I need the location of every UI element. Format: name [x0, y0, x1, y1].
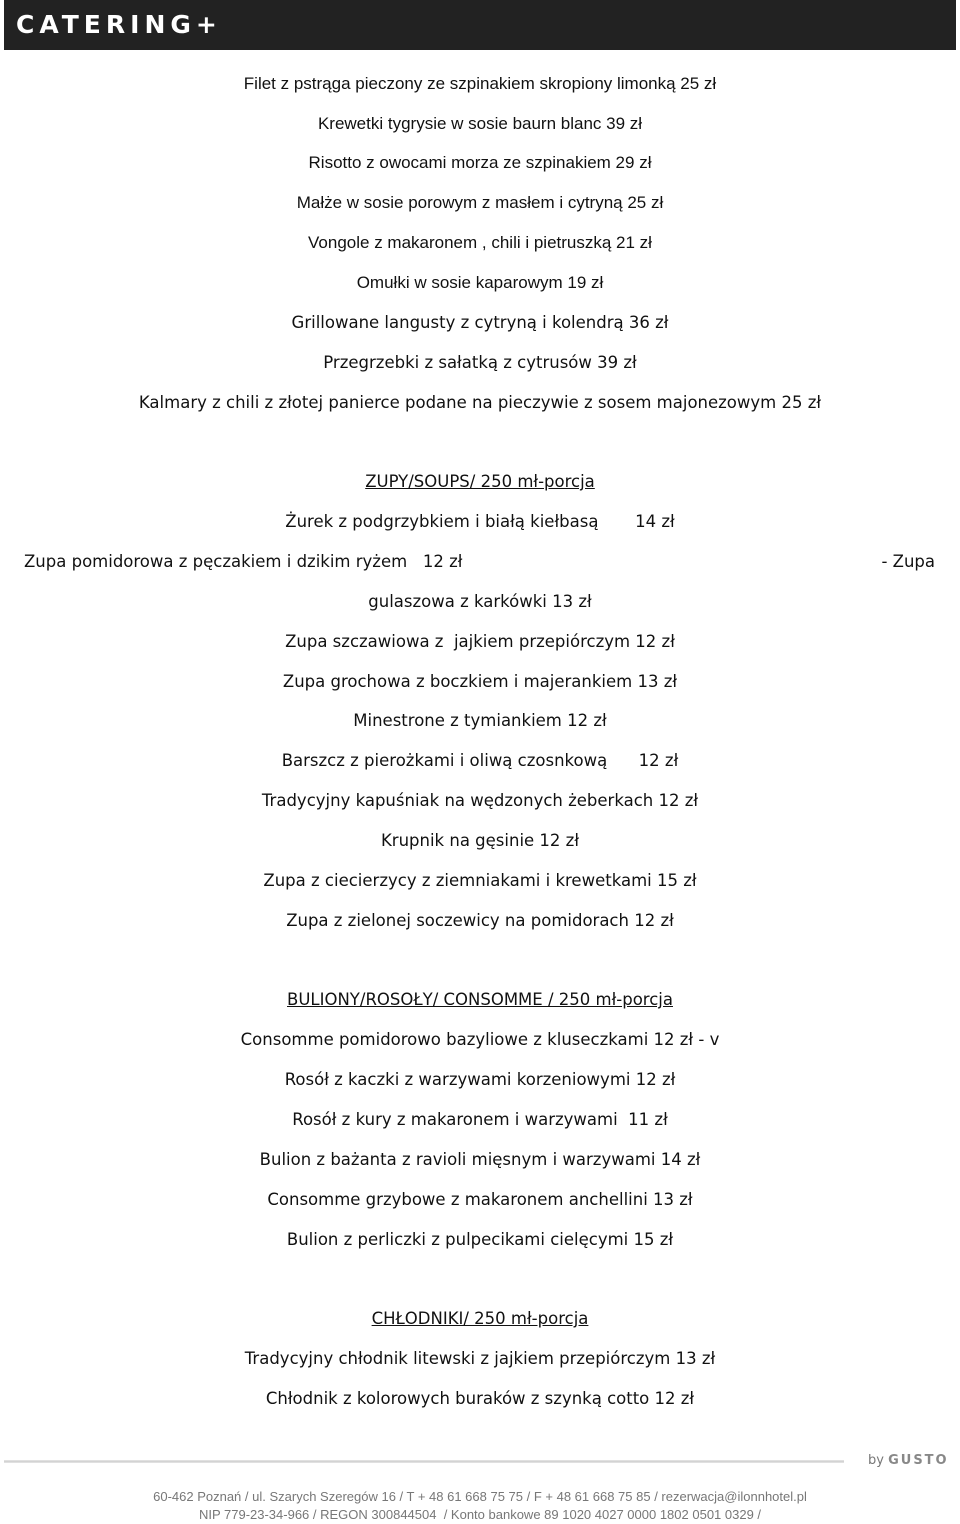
menu-item: Risotto z owocami morza ze szpinakiem 29 zł	[308, 153, 652, 172]
section-heading-cold-soups: CHŁODNIKI/ 250 mł-porcja	[371, 1309, 589, 1328]
menu-item: Consomme grzybowe z makaronem anchellini 13 zł	[267, 1190, 693, 1209]
menu-item: Krupnik na gęsinie 12 zł	[380, 831, 580, 850]
menu-item-continuation: - Zupa	[881, 552, 935, 571]
menu-item: Bulion z perliczki z pulpecikami cielęcymi 15 zł	[286, 1230, 674, 1249]
menu-item: Przegrzebki z sałatką z cytrusów 39 zł	[323, 353, 637, 372]
menu-item: Filet z pstrąga pieczony ze szpinakiem skropiony limonką 25 zł	[243, 74, 717, 93]
menu-item: Zupa z zielonej soczewicy na pomidorach 12 zł	[286, 911, 674, 930]
menu-item: Zupa szczawiowa z jajkiem przepiórczym 12 zł	[285, 632, 675, 651]
menu-item: Małże w sosie porowym z masłem i cytryną 25 zł	[296, 193, 664, 212]
menu-item: Consomme pomidorowo bazyliowe z kluseczkami 12 zł - v	[240, 1030, 720, 1049]
menu-item: Kalmary z chili z złotej panierce podane na pieczywie z sosem majonezowym 25 zł	[138, 393, 822, 412]
header-bar	[4, 0, 956, 50]
menu-item: Żurek z podgrzybkiem i białą kiełbasą 14 zł	[285, 512, 675, 531]
section-heading-soups: ZUPY/SOUPS/ 250 mł-porcja	[365, 472, 595, 491]
by-label: by	[868, 1453, 884, 1468]
menu-item: Rosół z kury z makaronem i warzywami 11 zł	[292, 1110, 668, 1129]
footer-company-info: NIP 779-23-34-966 / REGON 300844504 / Konto bankowe 89 1020 4027 0000 1802 0501 0329 /	[198, 1507, 762, 1522]
menu-item: gulaszowa z karkówki 13 zł	[368, 592, 592, 611]
section-heading-consomme: BULIONY/ROSOŁY/ CONSOMME / 250 mł-porcja	[287, 990, 673, 1009]
menu-item: Zupa grochowa z boczkiem i majerankiem 13 zł	[282, 672, 678, 691]
footer-divider	[4, 1460, 844, 1463]
menu-item: Grillowane langusty z cytryną i kolendrą 36 zł	[291, 313, 669, 332]
footer-address: 60-462 Poznań / ul. Szarych Szeregów 16 / T + 48 61 668 75 75 / F + 48 61 668 75 85 / rezerwacja@ilonnhotel.pl	[153, 1489, 807, 1504]
menu-item: Zupa z ciecierzycy z ziemniakami i krewetkami 15 zł	[263, 871, 697, 890]
gusto-brand: GUSTO	[888, 1453, 949, 1468]
menu-item: Krewetki tygrysie w sosie baurn blanc 39 zł	[317, 114, 643, 133]
gusto-logo	[868, 1452, 949, 1470]
catering-logo: CATERING+	[16, 10, 222, 39]
menu-item: Chłodnik z kolorowych buraków z szynką cotto 12 zł	[265, 1389, 695, 1408]
menu-item: Rosół z kaczki z warzywami korzeniowymi 12 zł	[284, 1070, 676, 1089]
menu-item: Tradycyjny kapuśniak na wędzonych żeberkach 12 zł	[261, 791, 699, 810]
menu-item: Zupa pomidorowa z pęczakiem i dzikim ryżem 12 zł	[24, 552, 463, 571]
menu-item: Tradycyjny chłodnik litewski z jajkiem przepiórczym 13 zł	[244, 1349, 716, 1368]
menu-item: Vongole z makaronem , chili i pietruszką 21 zł	[308, 233, 652, 252]
menu-item: Omułki w sosie kaparowym 19 zł	[356, 273, 604, 292]
menu-item: Barszcz z pierożkami i oliwą czosnkową 12 zł	[281, 751, 679, 770]
menu-item: Bulion z bażanta z ravioli mięsnym i warzywami 14 zł	[259, 1150, 701, 1169]
menu-item: Minestrone z tymiankiem 12 zł	[353, 711, 607, 730]
